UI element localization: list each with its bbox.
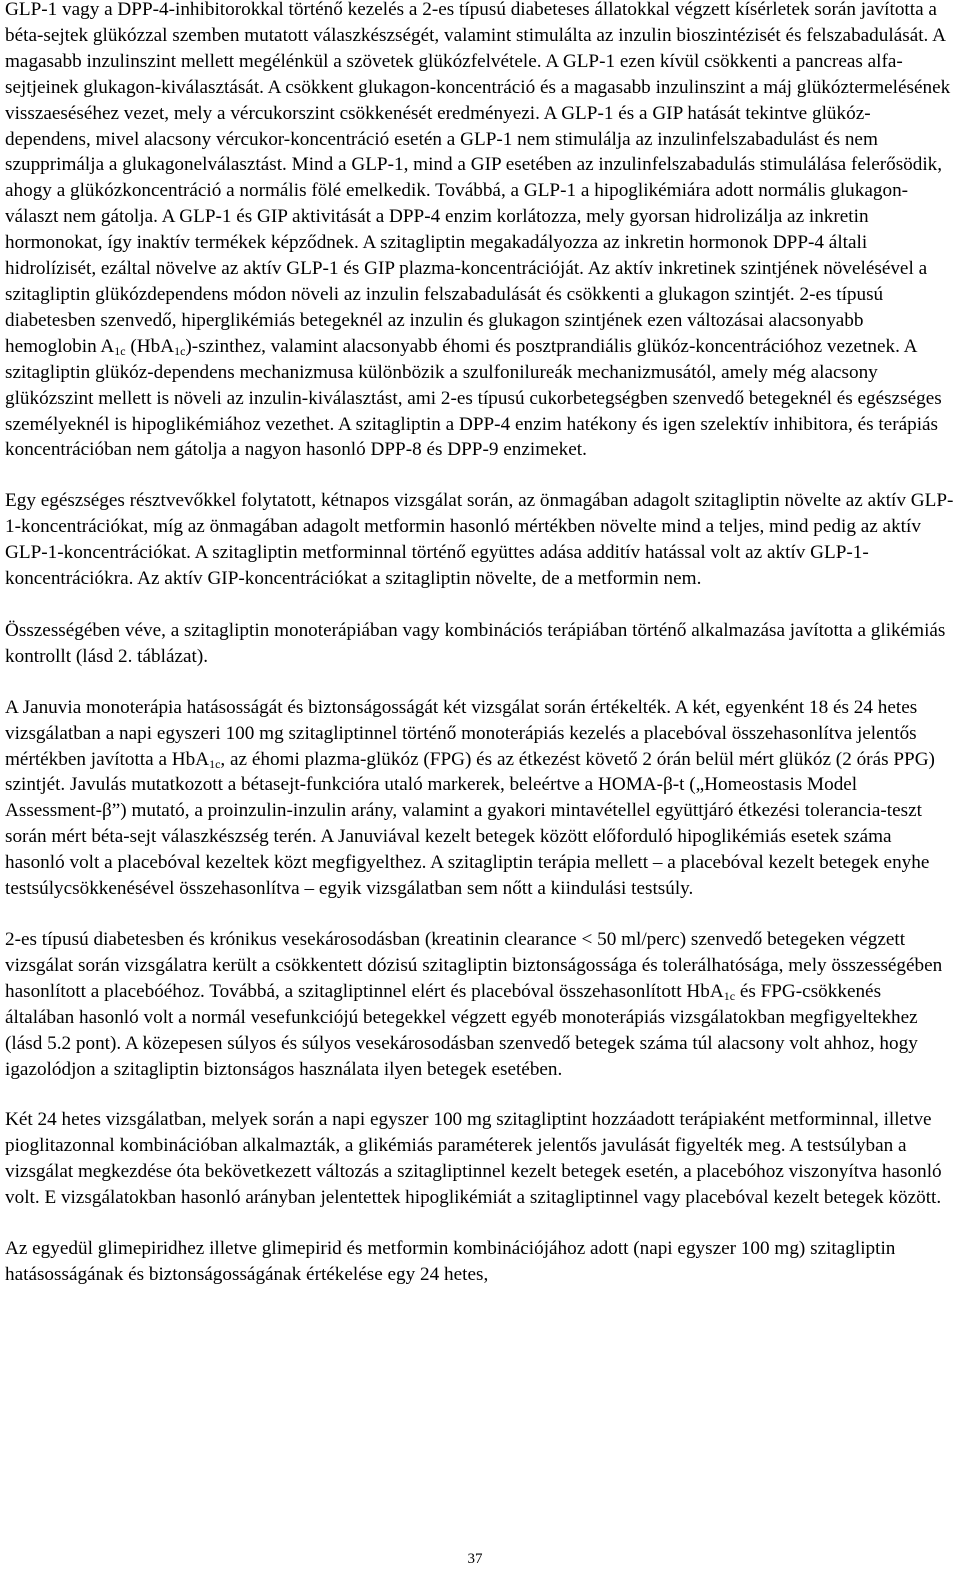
paragraph-combination: Két 24 hetes vizsgálatban, melyek során a napi egyszer 100 mg szitagliptint hozzáadott terápiaként metforminnal, illetve pioglitazonnal kombinációban alkalmazták, a glikémiás paraméterek jelentős javulását figyelték meg. A testsúlyban a vizsgálat megkezdése óta bekövetkezett változás a szitagliptinnel kezelt betegek esetén, a placebóhoz viszonyítva hasonló volt. E vizsgálatokban hasonló arányban jelentettek hipoglikémiát a szitagliptinnel vagy placebóval kezelt betegek között.: [5, 1109, 942, 1209]
page-number: 37: [467, 1551, 483, 1567]
subscript: 1c: [174, 343, 186, 358]
paragraph-healthy-study: Egy egészséges résztvevőkkel folytatott, kétnapos vizsgálat során, az önmagában adagolt szitagliptin növelte az aktív GLP-1-koncentrációkat, míg az önmagában adagolt metformin hasonló mértékben növelte mind a teljes, mind pedig az aktív GLP-1-koncentrációkat. A szitagliptin metforminnal történő együttes adása additív hatással volt az aktív GLP-1-koncentrációkra. Az aktív GIP-koncentrációkat a szitagliptin növelte, de a metformin nem.: [5, 490, 954, 590]
paragraph-renal-impairment: [5, 927, 955, 1082]
paragraph-text: , az éhomi plazma-glükóz (FPG) és az étkezést követő 2 órán belül mért glükóz (2 órás PPG) szintjét. Javulás mutatkozott a bétasejt-funkcióra utaló markerek, beleértve a HOMA-β-t („Homeostasis Model Assessment-β”) mutató, a proinzulin-inzulin arány, valamint a gyakori mintavétellel együttjáró étkezési tolerancia-teszt során mért béta-sejt válaszkészség terén. A Januviával kezelt betegek között előforduló hipoglikémiás esetek száma hasonló volt a placebóval kezeltek közt megfigyelthez. A szitagliptin terápia mellett – a placebóval kezelt betegek enyhe testsúlycsökkenésével összehasonlítva – egyik vizsgálatban sem nőtt a kiindulási testsúly.: [5, 748, 935, 900]
document-body: [5, 0, 955, 1288]
paragraph-text: GLP-1 vagy a DPP-4-inhibitorokkal történő kezelés a 2-es típusú diabeteses állatokkal végzett kísérletek során javította a béta-sejtek glükózzal szemben mutatott válaszkészségét, valamint stimulálta az inzulin bioszintézisét és felszabadulását. A magasabb inzulinszint mellett megélénkül a szövetek glükózfelvétele. A GLP-1 ezen kívül csökkenti a pancreas alfa-sejtjeinek glukagon-kiválasztását. A csökkent glukagon-koncentráció és a magasabb inzulinszint a máj glükóztermelésének visszaeséséhez vezet, mely a vércukorszint csökkenését eredményezi. A GLP-1 és a GIP hatását tekintve glükóz-dependens, mivel alacsony vércukor-koncentráció esetén a GLP-1 nem stimulálja az inzulinfelszabadulást és nem szupprimálja a glukagonelválasztást. Mind a GLP-1, mind a GIP esetében az inzulinfelszabadulás stimulálása felerősödik, ahogy a glükózkoncentráció a normális fölé emelkedik. Továbbá, a GLP-1 a hipoglikémiára adott normális glukagon-választ nem gátolja. A GLP-1 és GIP aktivitását a DPP-4 enzim korlátozza, mely gyorsan hidrolizálja az inkretin hormonokat, így inaktív termékek képződnek. A szitagliptin megakadályozza az inkretin hormonok DPP-4 általi hidrolízisét, ezáltal növelve az aktív GLP-1 és GIP plazma-koncentrációját. Az aktív inkretinek szintjének növelésével a szitagliptin glükózdependens módon növeli az inzulin felszabadulását és csökkenti a glukagon szintjét. 2-es típusú diabetesben szenvedő, hiperglikémiás betegeknél az inzulin és glukagon szintjének ezen változásai alacsonyabb hemoglobin A: [5, 0, 951, 357]
paragraph-summary: Összességében véve, a szitagliptin monoterápiában vagy kombinációs terápiában történő alkalmazása javította a glikémiás kontrollt (lásd 2. táblázat).: [5, 619, 946, 667]
paragraph-text: A Januvia monoterápia hatásosságát és biztonságosságát két vizsgálat során értékelték. A két, egyenként 18 és 24 hetes vizsgálatban a napi egyszeri 100 mg szitagliptinnel történő monoterápiás kezelés a placebóval összehasonlítva jelentős mértékben javította a HbA: [5, 696, 918, 770]
subscript: 1c: [209, 756, 221, 771]
paragraph-text: 2-es típusú diabetesben és krónikus vesekárosodásban (kreatinin clearance < 50 ml/perc) szenvedő betegeken végzett vizsgálat során vizsgálatra került a csökkentett dózisú szitagliptin biztonságossága és tolerálhatósága, mely összességében hasonlított a placebóéhoz. Továbbá, a szitagliptinnel elért és placebóval összehasonlított HbA: [5, 929, 943, 1002]
subscript: 1c: [114, 343, 126, 358]
paragraph-monotherapy: [5, 695, 955, 902]
paragraph-glimepiride: Az egyedül glimepiridhez illetve glimepirid és metformin kombinációjához adott (napi egyszer 100 mg) szitagliptin hatásosságának és biztonságosságának értékelése egy 24 hetes,: [5, 1238, 896, 1285]
paragraph-text: (HbA: [125, 335, 175, 357]
paragraph-text: és FPG-csökkenés általában hasonló volt a normál vesefunkciójú betegekkel végzett egyéb monoterápiás vizsgálatokban megfigyeltekhez (lásd 5.2 pont). A közepesen súlyos és súlyos vesekárosodásban szenvedő betegek száma túl alacsony volt ahhoz, hogy igazolódjon a szitagliptin biztonságos használata ilyen betegek esetében.: [5, 980, 918, 1080]
subscript: 1c: [723, 988, 736, 1003]
paragraph-text: )-szinthez, valamint alacsonyabb éhomi és posztprandiális glükóz-koncentrációhoz vezetnek. A szitagliptin glükóz-dependens mechanizmusa különbözik a szulfonilureák mechanizmusától, amely még alacsony glükózszint mellett is növeli az inzulin-kiválasztást, ami 2-es típusú cukorbetegségben szenvedő betegeknél és egészséges személyeknél is hipoglikémiához vezethet. A szitagliptin a DPP-4 enzim hatékony és igen szelektív inhibitora, és terápiás koncentrációban nem gátolja a nagyon hasonló DPP-8 és DPP-9 enzimeket.: [5, 335, 942, 461]
paragraph-mechanism: [5, 0, 955, 463]
